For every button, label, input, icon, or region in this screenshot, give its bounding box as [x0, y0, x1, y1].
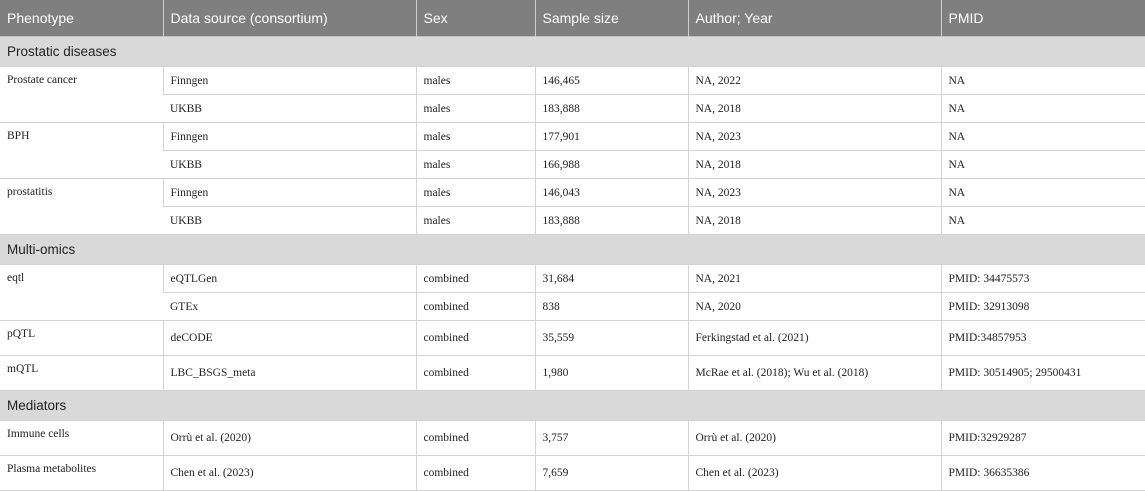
phenotype-cell: prostatitis	[0, 179, 163, 235]
sample-size-cell: 146,465	[535, 67, 688, 95]
author-year-cell: Ferkingstad et al. (2021)	[688, 321, 941, 356]
phenotype-cell: eqtl	[0, 265, 163, 321]
table-row	[0, 67, 1145, 95]
table-row	[0, 179, 1145, 207]
author-year-cell: NA, 2018	[688, 151, 941, 179]
sample-size-cell: 177,901	[535, 123, 688, 151]
sex-cell: males	[416, 151, 535, 179]
author-year-cell: NA, 2021	[688, 265, 941, 293]
header-pmid: PMID	[941, 0, 1145, 37]
sex-cell: combined	[416, 265, 535, 293]
section-row	[0, 37, 1145, 67]
pmid-cell: PMID: 36635386	[941, 456, 1145, 491]
pmid-cell: PMID:32929287	[941, 421, 1145, 456]
section-title: Prostatic diseases	[0, 37, 1145, 67]
sample-size-cell: 1,980	[535, 356, 688, 391]
section-row	[0, 235, 1145, 265]
phenotype-cell: mQTL	[0, 356, 163, 391]
phenotype-cell: pQTL	[0, 321, 163, 356]
header-author-year: Author; Year	[688, 0, 941, 37]
sex-cell: males	[416, 123, 535, 151]
data-source-cell: UKBB	[163, 95, 416, 123]
pmid-cell: NA	[941, 151, 1145, 179]
data-source-cell: eQTLGen	[163, 265, 416, 293]
sample-size-cell: 183,888	[535, 95, 688, 123]
pmid-cell: NA	[941, 179, 1145, 207]
section-title: Mediators	[0, 391, 1145, 421]
sample-size-cell: 3,757	[535, 421, 688, 456]
data-source-cell: Finngen	[163, 179, 416, 207]
pmid-cell: PMID: 32913098	[941, 293, 1145, 321]
sample-size-cell: 7,659	[535, 456, 688, 491]
header-row	[0, 0, 1145, 37]
table-row	[0, 293, 1145, 321]
data-source-cell: GTEx	[163, 293, 416, 321]
pmid-cell: PMID: 30514905; 29500431	[941, 356, 1145, 391]
author-year-cell: Orrù et al. (2020)	[688, 421, 941, 456]
sex-cell: combined	[416, 421, 535, 456]
pmid-cell: NA	[941, 95, 1145, 123]
author-year-cell: NA, 2023	[688, 179, 941, 207]
sex-cell: males	[416, 95, 535, 123]
phenotype-cell: Plasma metabolites	[0, 456, 163, 491]
table-row	[0, 356, 1145, 391]
sample-size-cell: 183,888	[535, 207, 688, 235]
table-row	[0, 151, 1145, 179]
section-title: Multi-omics	[0, 235, 1145, 265]
sex-cell: combined	[416, 356, 535, 391]
table-row	[0, 456, 1145, 491]
sample-size-cell: 31,684	[535, 265, 688, 293]
author-year-cell: NA, 2018	[688, 95, 941, 123]
table-row	[0, 421, 1145, 456]
header-data-source: Data source (consortium)	[163, 0, 416, 37]
section-row	[0, 391, 1145, 421]
author-year-cell: Chen et al. (2023)	[688, 456, 941, 491]
phenotype-cell: Immune cells	[0, 421, 163, 456]
data-source-cell: LBC_BSGS_meta	[163, 356, 416, 391]
sex-cell: combined	[416, 321, 535, 356]
header-sex: Sex	[416, 0, 535, 37]
table-row	[0, 265, 1145, 293]
author-year-cell: NA, 2023	[688, 123, 941, 151]
pmid-cell: PMID: 34475573	[941, 265, 1145, 293]
data-source-cell: Orrù et al. (2020)	[163, 421, 416, 456]
sex-cell: males	[416, 179, 535, 207]
phenotype-cell: BPH	[0, 123, 163, 179]
data-source-cell: deCODE	[163, 321, 416, 356]
pmid-cell: PMID:34857953	[941, 321, 1145, 356]
sample-size-cell: 146,043	[535, 179, 688, 207]
data-source-cell: UKBB	[163, 151, 416, 179]
table-row	[0, 321, 1145, 356]
pmid-cell: NA	[941, 123, 1145, 151]
data-source-cell: UKBB	[163, 207, 416, 235]
header-sample-size: Sample size	[535, 0, 688, 37]
pmid-cell: NA	[941, 207, 1145, 235]
table-row	[0, 95, 1145, 123]
sex-cell: males	[416, 207, 535, 235]
data-source-cell: Finngen	[163, 123, 416, 151]
sex-cell: combined	[416, 456, 535, 491]
data-source-cell: Chen et al. (2023)	[163, 456, 416, 491]
sex-cell: males	[416, 67, 535, 95]
author-year-cell: NA, 2018	[688, 207, 941, 235]
author-year-cell: NA, 2022	[688, 67, 941, 95]
header-phenotype: Phenotype	[0, 0, 163, 37]
table-header	[0, 0, 1145, 37]
table-row	[0, 123, 1145, 151]
data-source-cell: Finngen	[163, 67, 416, 95]
table-row	[0, 207, 1145, 235]
author-year-cell: NA, 2020	[688, 293, 941, 321]
phenotype-cell: Prostate cancer	[0, 67, 163, 123]
pmid-cell: NA	[941, 67, 1145, 95]
sex-cell: combined	[416, 293, 535, 321]
sample-size-cell: 166,988	[535, 151, 688, 179]
sample-size-cell: 35,559	[535, 321, 688, 356]
sample-size-cell: 838	[535, 293, 688, 321]
author-year-cell: McRae et al. (2018); Wu et al. (2018)	[688, 356, 941, 391]
table-body	[0, 37, 1145, 491]
